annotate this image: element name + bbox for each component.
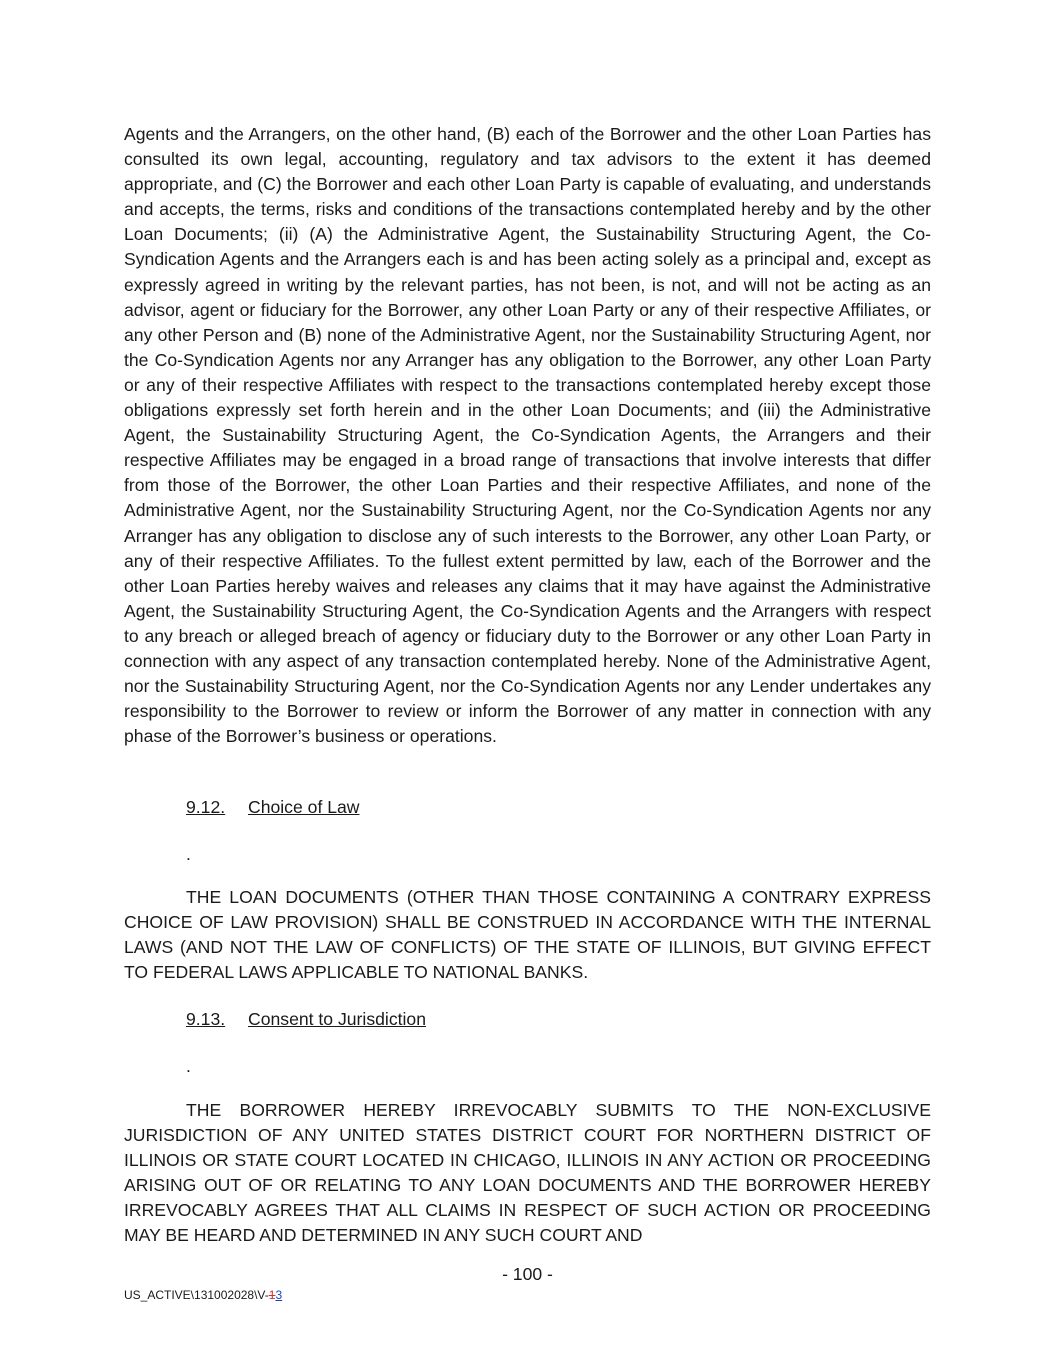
section-heading-9-12 <box>186 795 360 820</box>
section-dot: . <box>186 1056 191 1076</box>
section-text-9-13: THE BORROWER HEREBY IRREVOCABLY SUBMITS TO THE NON-EXCLUSIVE JURISDICTION OF ANY UNITED STATES DISTRICT COURT FOR NORTHERN DISTRICT OF ILLINOIS OR STATE COURT LOCATED IN CHICAGO, ILLINOIS IN ANY ACTION OR PROCEEDING ARISING OUT OF OR RELATING TO ANY LOAN DOCUMENTS AND THE BORROWER HEREBY IRREVOCABLY AGREES THAT ALL CLAIMS IN RESPECT OF SUCH ACTION OR PROCEEDING MAY BE HEARD AND DETERMINED IN ANY SUCH COURT AND <box>124 1100 931 1246</box>
section-dot: . <box>186 844 191 864</box>
section-text-9-12: THE LOAN DOCUMENTS (OTHER THAN THOSE CONTAINING A CONTRARY EXPRESS CHOICE OF LAW PROVISION) SHALL BE CONSTRUED IN ACCORDANCE WITH THE INTERNAL LAWS (AND NOT THE LAW OF CONFLICTS) OF THE STATE OF ILLINOIS, BUT GIVING EFFECT TO FEDERAL LAWS APPLICABLE TO NATIONAL BANKS. <box>124 887 931 983</box>
doc-id-prefix: US_ACTIVE\131002028\V- <box>124 1288 269 1302</box>
section-number: 9.13. <box>186 1009 226 1029</box>
paragraph-continuation: Agents and the Arrangers, on the other hand, (B) each of the Borrower and the other Loan Parties has consulted its own legal, accounting, regulatory and tax advisors to the extent it has deemed appropriate, and (C) the Borrower and each other Loan Party is capable of evaluating, and understands and accepts, the terms, risks and conditions of the transactions contemplated hereby and by the other Loan Documents; (ii) (A) the Administrative Agent, the Sustainability Structuring Agent, the Co-Syndication Agents and the Arrangers each is and has been acting solely as a principal and, except as expressly agreed in writing by the relevant parties, has not been, is not, and will not be acting as an advisor, agent or fiduciary for the Borrower, any other Loan Party or any of their respective Affiliates, or any other Person and (B) none of the Administrative Agent, nor the Sustainability Structuring Agent, nor the Co-Syndication Agents nor any Arranger has any obligation to the Borrower, any other Loan Party or any of their respective Affiliates with respect to the transactions contemplated hereby except those obligations expressly set forth herein and in the other Loan Documents; and (iii) the Administrative Agent, the Sustainability Structuring Agent, the Co-Syndication Agents, the Arrangers and their respective Affiliates may be engaged in a broad range of transactions that involve interests that differ from those of the Borrower, the other Loan Parties and their respective Affiliates, and none of the Administrative Agent, nor the Sustainability Structuring Agent, nor the Co-Syndication Agents nor any Arranger has any obligation to disclose any of such interests to the Borrower, any other Loan Party, or any of their respective Affiliates. To the fullest extent permitted by law, each of the Borrower and the other Loan Parties hereby waives and releases any claims that it may have against the Administrative Agent, the Sustainability Structuring Agent, the Co-Syndication Agents and the Arrangers with respect to any breach or alleged breach of agency or fiduciary duty to the Borrower or any other Loan Party in connection with any aspect of any transaction contemplated hereby. None of the Administrative Agent, nor the Sustainability Structuring Agent, nor the Co-Syndication Agents nor any Lender undertakes any responsibility to the Borrower to review or inform the Borrower of any matter in connection with any phase of the Borrower’s business or operations. <box>124 124 931 747</box>
section-number: 9.12. <box>186 797 226 817</box>
section-heading-9-13 <box>186 1007 426 1032</box>
page-number: - 100 - <box>502 1264 553 1284</box>
doc-id-inserted-version: 3 <box>275 1288 283 1302</box>
section-title: Choice of Law <box>248 797 360 817</box>
document-id-footer <box>124 1287 282 1303</box>
doc-id-deleted-version: 1 <box>268 1288 276 1302</box>
section-title: Consent to Jurisdiction <box>248 1009 426 1029</box>
